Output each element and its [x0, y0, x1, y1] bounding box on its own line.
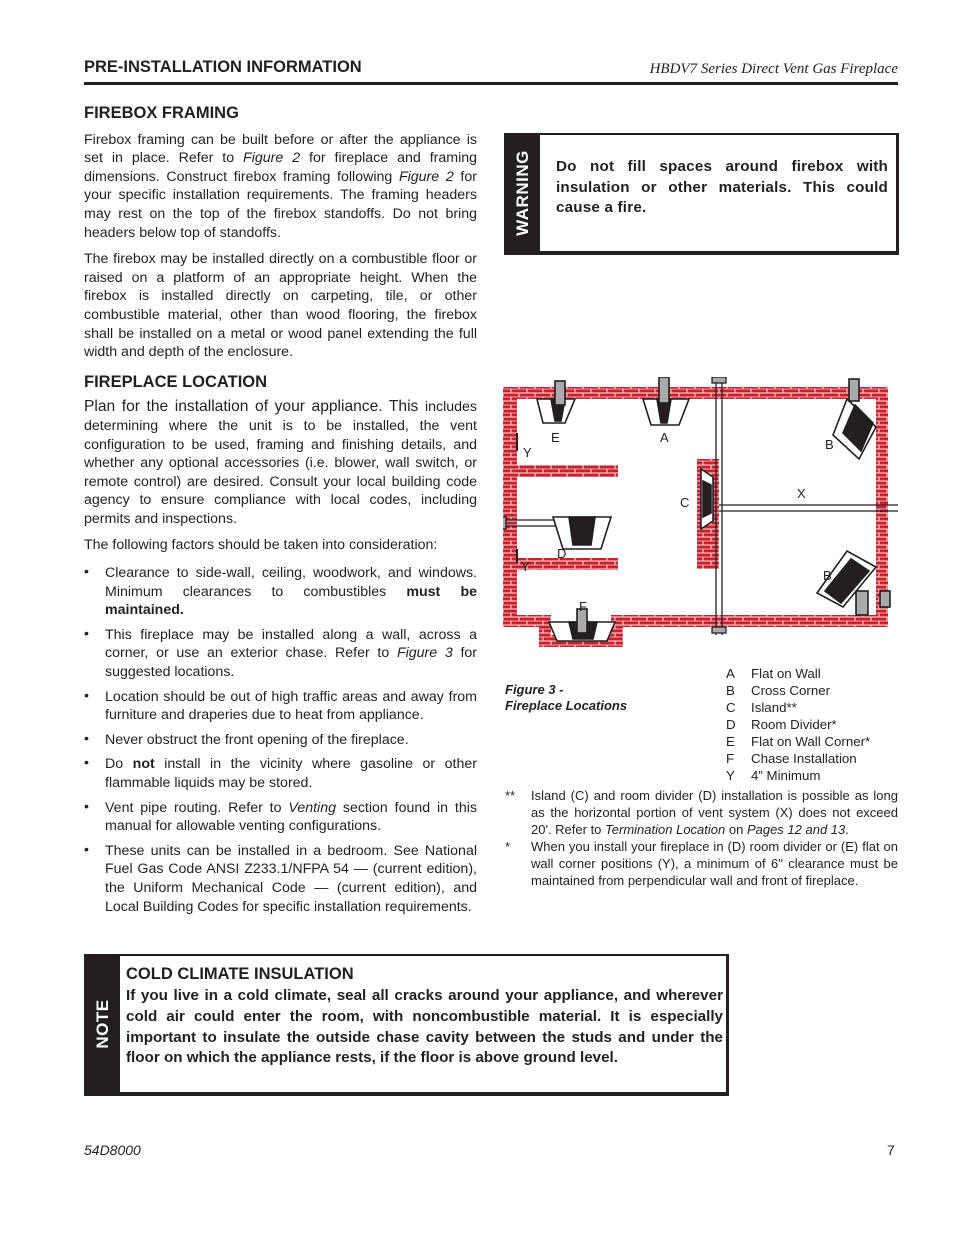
fireplace-units: [537, 377, 890, 641]
note-text: If you live in a cold climate, seal all cracks around your appliance, and wherever cold air could enter the room, with noncombustible material. It is especially important to insulate the outside chase cavity between the studs and under the floor on which the appliance rests, if the floor is above ground level.: [126, 987, 723, 1067]
footnote-island: ** Island (C) and room divider (D) installation is possible as long as the horizontal portion of vent system (X) does not exceed 20'. Refer to Termination Location on Pages 12 and 13.: [505, 788, 898, 837]
legend-row: E Flat on Wall Corner*: [726, 734, 871, 749]
framing-paragraph-1: Firebox framing can be built before or after the appliance is set in place. Refer to Figure 2 for fireplace and framing dimensions. Construct firebox framing following Figure 2 for your specific installation requirements. The framing headers may rest on the top of the firebox standoffs. Do not bring headers below top of standoffs.: [84, 131, 478, 241]
note-label-bar: [86, 956, 120, 1092]
warning-label-bar: [506, 135, 540, 251]
framing-paragraph-2: The firebox may be installed directly on a combustible floor or raised on a platform of an appropriate height. When the firebox is installed directly on carpeting, tile, or other combustible material, other than wood flooring, the firebox shall be installed on a metal or wood panel extending the full width and depth of the enclosure.: [84, 251, 477, 361]
note-box: [84, 954, 729, 1096]
list-item: • Vent pipe routing. Refer to Venting section found in this manual for allowable venting configurations.: [84, 798, 478, 835]
note-label: NOTE: [93, 999, 112, 1049]
firebox-framing-heading: FIREBOX FRAMING: [84, 104, 239, 122]
document-number: 54D8000: [84, 1142, 141, 1158]
page-number: 7: [887, 1142, 895, 1158]
label-b-bottom: B: [823, 568, 832, 583]
label-b-top: B: [825, 437, 834, 452]
fireplace-location-heading: FIREPLACE LOCATION: [84, 372, 268, 391]
legend-row: B Cross Corner: [726, 683, 831, 698]
location-factors: The following factors should be taken into consideration:: [84, 537, 438, 554]
warning-label: WARNING: [513, 150, 532, 236]
label-c: C: [680, 495, 690, 510]
label-x: X: [797, 486, 806, 501]
figure-caption: Figure 3 - Fireplace Locations: [505, 682, 628, 713]
list-item: • Never obstruct the front opening of the fireplace.: [84, 730, 409, 748]
label-e: E: [551, 430, 560, 445]
legend-row: A Flat on Wall: [726, 666, 821, 681]
list-item: • Do not install in the vicinity where gasoline or other flammable liquids may be stored.: [84, 755, 477, 791]
figure-notes: [505, 787, 898, 889]
left-column: [84, 104, 477, 922]
location-intro: Plan for the installation of your appliance. This includes determining where the unit is to be installed, the vent configuration to be used, framing and finishing details, and whether any optional accessories (i.e. blower, wall switch, or remote control) are desired. Consult your local building code agency to ensure compliance with local codes, including permits and inspections.: [84, 398, 477, 527]
section-header: PRE-INSTALLATION INFORMATION: [84, 58, 362, 76]
figure-legend: [726, 665, 870, 784]
label-d: D: [557, 546, 567, 561]
fireplace-locations-figure: [503, 377, 898, 657]
legend-row: C Island**: [726, 700, 797, 715]
warning-text: Do not fill spaces around firebox with insulation or other materials. This could cause a fire.: [556, 158, 888, 216]
legend-row: F Chase Installation: [726, 751, 857, 766]
label-y-bottom: Y: [521, 559, 530, 574]
header-rule: [84, 82, 898, 85]
footnote-clearance: * When you install your fireplace in (D) room divider or (E) flat on wall corner positions (Y), a minimum of 6" clearance must be maintained from perpendicular wall and front of fireplace.: [505, 839, 898, 888]
product-title: HBDV7 Series Direct Vent Gas Fireplace: [649, 61, 898, 77]
legend-row: D Room Divider*: [726, 717, 837, 732]
list-item: • Location should be out of high traffic areas and away from furniture and draperies due to heat from appliance.: [84, 687, 477, 724]
list-item: • Clearance to side-wall, ceiling, woodwork, and windows. Minimum clearances to combustibles must be maintained.: [84, 564, 477, 619]
label-a: A: [660, 430, 669, 445]
list-item: • These units can be installed in a bedroom. See National Fuel Gas Code ANSI Z233.1/NFPA 54 — (current edition), the Uniform Mechanical Code — (current edition), and Local Building Codes for specific installation requirements.: [84, 841, 477, 915]
factor-list: [84, 564, 477, 916]
label-f: F: [579, 599, 587, 614]
label-y-top: Y: [523, 445, 532, 460]
legend-row: Y 4” Minimum: [726, 768, 821, 783]
list-item: • This fireplace may be installed along a wall, across a corner, or use an exterior chase. Refer to Figure 3 for suggested locations.: [84, 625, 478, 681]
warning-box: [504, 133, 899, 255]
note-title: COLD CLIMATE INSULATION: [126, 965, 354, 983]
